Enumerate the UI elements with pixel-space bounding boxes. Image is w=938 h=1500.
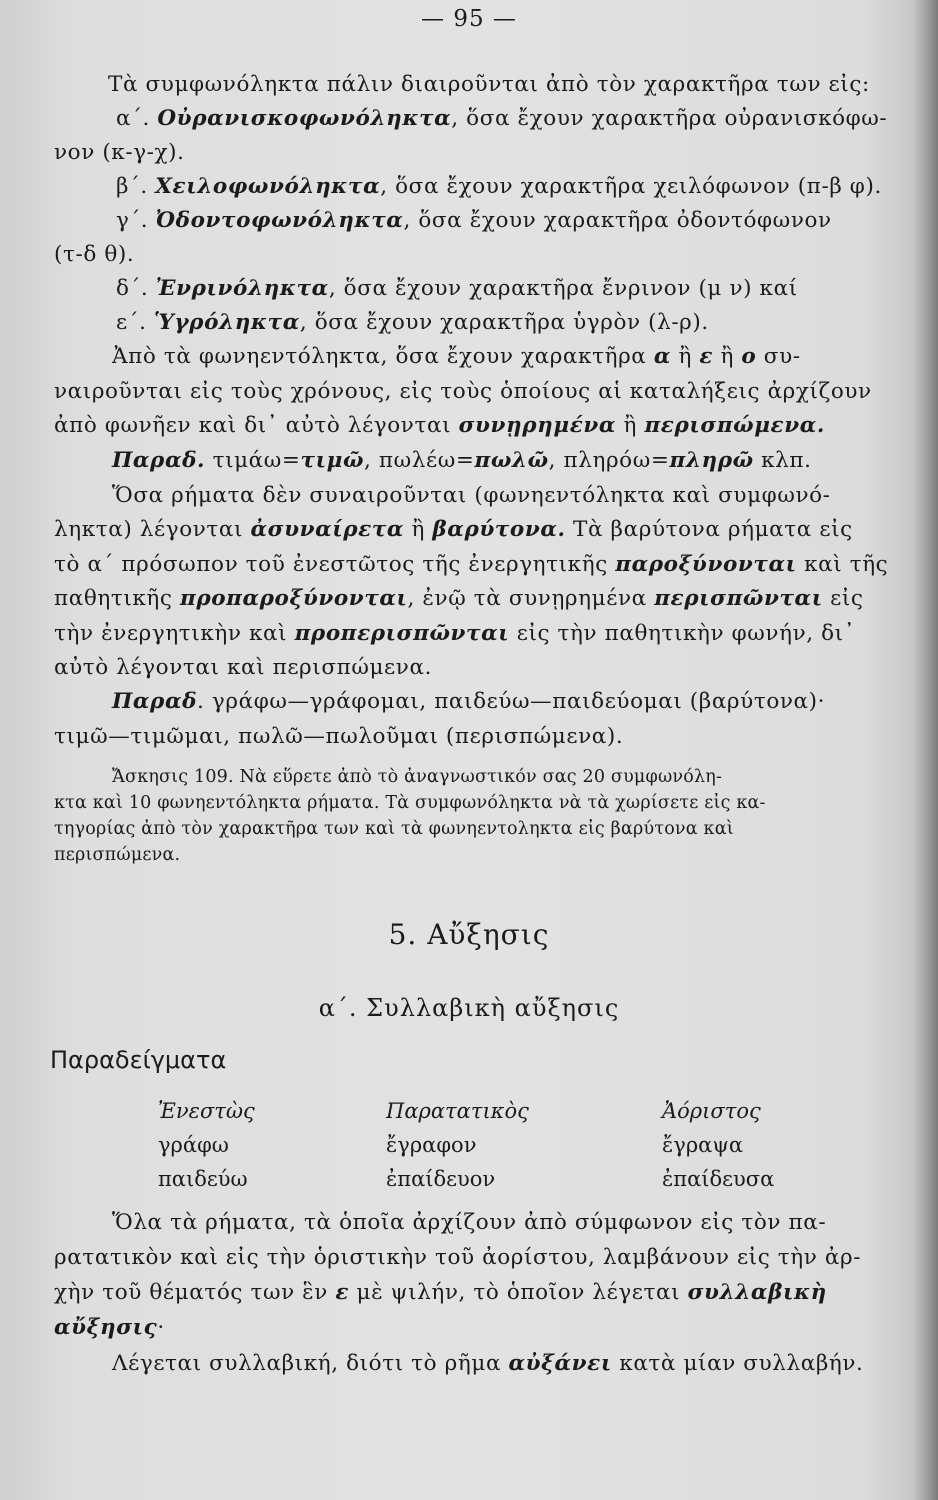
text-run: ναιροῦνται εἰς τοὺς χρόνους, εἰς τοὺς ὁποίους αἱ καταλήξεις ἀρχίζουν (54, 379, 872, 404)
text-line (54, 722, 623, 752)
table-header: Ἀόριστος (662, 1099, 761, 1123)
text-run: κατὰ μίαν συλλαβήν. (611, 1351, 864, 1376)
text-run: τὴν ἐνεργητικὴν καὶ (54, 621, 295, 646)
page-number: — 95 — (421, 6, 517, 32)
text-run: δ΄. (116, 276, 156, 301)
text-run: εἰς (822, 586, 864, 611)
text-line (108, 70, 870, 100)
text-line (54, 653, 432, 683)
emphasis-text: περισπῶνται (654, 586, 823, 611)
text-line (116, 172, 882, 202)
text-run: ε΄. (116, 310, 154, 335)
examples-label: Παραδείγματα (50, 1046, 227, 1074)
emphasis-text: αὐξάνει (508, 1351, 612, 1376)
text-run: . γράφω—γράφομαι, παιδεύω—παιδεύομαι (βαρύτονα)· (197, 689, 826, 714)
emphasis-text: συλλαβικὴ (687, 1280, 827, 1305)
text-line (112, 1208, 826, 1238)
text-line (116, 104, 887, 134)
text-run: ἢ (671, 344, 700, 369)
text-line (54, 240, 134, 270)
text-run: , πληρόω= (548, 448, 670, 473)
emphasis-text: Χειλοφωνόληκτα (155, 174, 381, 199)
text-run: · (157, 1315, 165, 1340)
emphasis-text: πωλῶ (474, 448, 549, 473)
text-run: (τ-δ θ). (54, 242, 135, 267)
text-run: Ὅλα τὰ ρήματα, τὰ ὁποῖα ἀρχίζουν ἀπὸ σύμφωνον εἰς τὸν πα- (112, 1210, 827, 1235)
emphasis-text: συνῃρημένα (458, 413, 617, 438)
emphasis-text: πληρῶ (669, 448, 754, 473)
emphasis-text: αὔξησις (54, 1315, 158, 1340)
table-column-present (158, 1094, 255, 1196)
emphasis-text: περισπώμενα. (644, 413, 825, 438)
emphasis-text: ο (741, 344, 757, 369)
text-run: α΄. (116, 106, 158, 131)
text-line (54, 1278, 827, 1308)
emphasis-text: βαρύτονα. (432, 517, 566, 542)
text-run: , ὅσα ἔχουν χαρακτῆρα οὐρανισκόφω- (451, 106, 888, 131)
exercise-line: Ἄσκησις 109. Νὰ εὕρετε ἀπὸ τὸ ἀναγνωστικόν σας 20 συμφωνόλη- (112, 767, 723, 787)
text-run: ἢ (616, 413, 645, 438)
exercise-line: τηγορίας ἀπὸ τὸν χαρακτῆρα των καὶ τὰ φωνηεντοληκτα εἰς βαρύτονα καὶ (54, 819, 734, 839)
section-title: 5. Αὔξησις (388, 918, 550, 951)
text-line (112, 481, 831, 511)
emphasis-text: ε (699, 344, 714, 369)
emphasis-text: ἀσυναίρετα (250, 517, 405, 542)
emphasis-text: ε (335, 1280, 350, 1305)
text-run: Λέγεται συλλαβική, διότι τὸ ρῆμα (112, 1351, 509, 1376)
text-run: εἰς τὴν παθητικὴν φωνήν, δι᾽ (509, 621, 856, 646)
emphasis-text: προπαροξύνονται (180, 586, 408, 611)
text-line (54, 584, 864, 614)
text-line (54, 411, 825, 441)
emphasis-text: Παραδ. (112, 448, 206, 473)
text-run: αὐτὸ λέγονται καὶ περισπώμενα. (54, 655, 432, 680)
text-run: τιμῶ—τιμῶμαι, πωλῶ—πωλοῦμαι (περισπώμενα). (54, 724, 624, 749)
table-header: Ἐνεστὼς (158, 1099, 255, 1123)
text-run: καὶ τῆς (796, 552, 889, 577)
text-run: , ὅσα ἔχουν χαρακτῆρα ὀδοντόφωνον (403, 208, 832, 233)
table-header: Παρατατικὸς (386, 1099, 529, 1123)
text-run: ἢ (713, 344, 742, 369)
text-run: τὸ α΄ πρόσωπον τοῦ ἐνεστῶτος τῆς ἐνεργητικῆς (54, 552, 616, 577)
text-line (54, 138, 185, 168)
table-column-aorist (662, 1094, 774, 1196)
text-line (54, 515, 853, 545)
text-run: συ- (756, 344, 801, 369)
text-run: , ὅσα ἔχουν χαρακτῆρα χειλόφωνον (π-β φ). (380, 174, 882, 199)
text-run: , ὅσα ἔχουν χαρακτῆρα ὑγρὸν (λ-ρ). (299, 310, 709, 335)
text-run: Τὰ συμφωνόληκτα πάλιν διαιροῦνται ἀπὸ τὸν χαρακτῆρα των εἰς: (108, 72, 870, 97)
text-run: , ὅσα ἔχουν χαρακτῆρα ἔνρινον (μ ν) καί (328, 276, 798, 301)
text-line (54, 619, 855, 649)
emphasis-text: Ὀδοντοφωνόληκτα (155, 208, 404, 233)
text-line (116, 206, 832, 236)
emphasis-text: προπερισπῶνται (294, 621, 510, 646)
text-line (54, 1313, 165, 1343)
text-line (116, 274, 798, 304)
table-cell: ἔγραψα (662, 1133, 743, 1157)
text-line (116, 308, 709, 338)
text-run: Ἀπὸ τὰ φωνηεντόληκτα, ὅσα ἔχουν χαρακτῆρα (112, 344, 654, 369)
emphasis-text: Οὐρανισκοφωνόληκτα (157, 106, 452, 131)
text-run: , πωλέω= (364, 448, 475, 473)
emphasis-text: Ὑγρόληκτα (153, 310, 300, 335)
page-edge-shadow (912, 0, 938, 1500)
subsection-title: α΄. Συλλαβικὴ αὔξησις (318, 994, 620, 1022)
text-line (54, 1243, 861, 1273)
text-run: β΄. (116, 174, 156, 199)
text-line (112, 446, 812, 476)
text-run: Ὅσα ρήματα δὲν συναιροῦνται (φωνηεντόληκτα καὶ συμφωνό- (112, 483, 831, 508)
text-run: τιμάω= (205, 448, 301, 473)
emphasis-text: Ἐνρινόληκτα (155, 276, 329, 301)
emphasis-text: παροξύνονται (615, 552, 797, 577)
text-line (54, 550, 888, 580)
exercise-line: περισπώμενα. (54, 845, 181, 865)
emphasis-text: τιμῶ (300, 448, 365, 473)
table-cell: παιδεύω (158, 1167, 248, 1191)
text-line (112, 687, 825, 717)
table-cell: ἐπαίδευον (386, 1167, 496, 1191)
table-cell: ἐπαίδευσα (662, 1167, 775, 1191)
table-cell: γράφω (158, 1133, 229, 1157)
text-run: , ἐνῷ τὰ συνῃρημένα (407, 586, 655, 611)
emphasis-text: Παραδ (112, 689, 198, 714)
text-run: μὲ ψιλήν, τὸ ὁποῖον λέγεται (349, 1280, 688, 1305)
text-line (112, 1349, 863, 1379)
text-run: ἢ (404, 517, 433, 542)
emphasis-text: α (653, 344, 672, 369)
table-cell: ἔγραφον (386, 1133, 477, 1157)
text-run: ἀπὸ φωνῆεν καὶ δι᾽ αὐτὸ λέγονται (54, 413, 459, 438)
table-column-imperfect (386, 1094, 529, 1196)
text-run: κλπ. (753, 448, 812, 473)
text-line (54, 377, 872, 407)
text-line (112, 342, 801, 372)
text-run: ρατατικὸν καὶ εἰς τὴν ὁριστικὴν τοῦ ἀορίστου, λαμβάνουν εἰς τὴν ἀρ- (54, 1245, 862, 1270)
exercise-line: κτα καὶ 10 φωνηεντόληκτα ρήματα. Τὰ συμφωνόληκτα νὰ τὰ χωρίσετε εἰς κα- (54, 793, 766, 813)
text-run: νον (κ-γ-χ). (54, 140, 185, 165)
text-run: Τὰ βαρύτονα ρήματα εἰς (565, 517, 853, 542)
text-run: ληκτα) λέγονται (54, 517, 251, 542)
text-run: γ΄. (116, 208, 156, 233)
text-run: χὴν τοῦ θέματός των ἓν (54, 1280, 336, 1305)
text-run: παθητικῆς (54, 586, 180, 611)
